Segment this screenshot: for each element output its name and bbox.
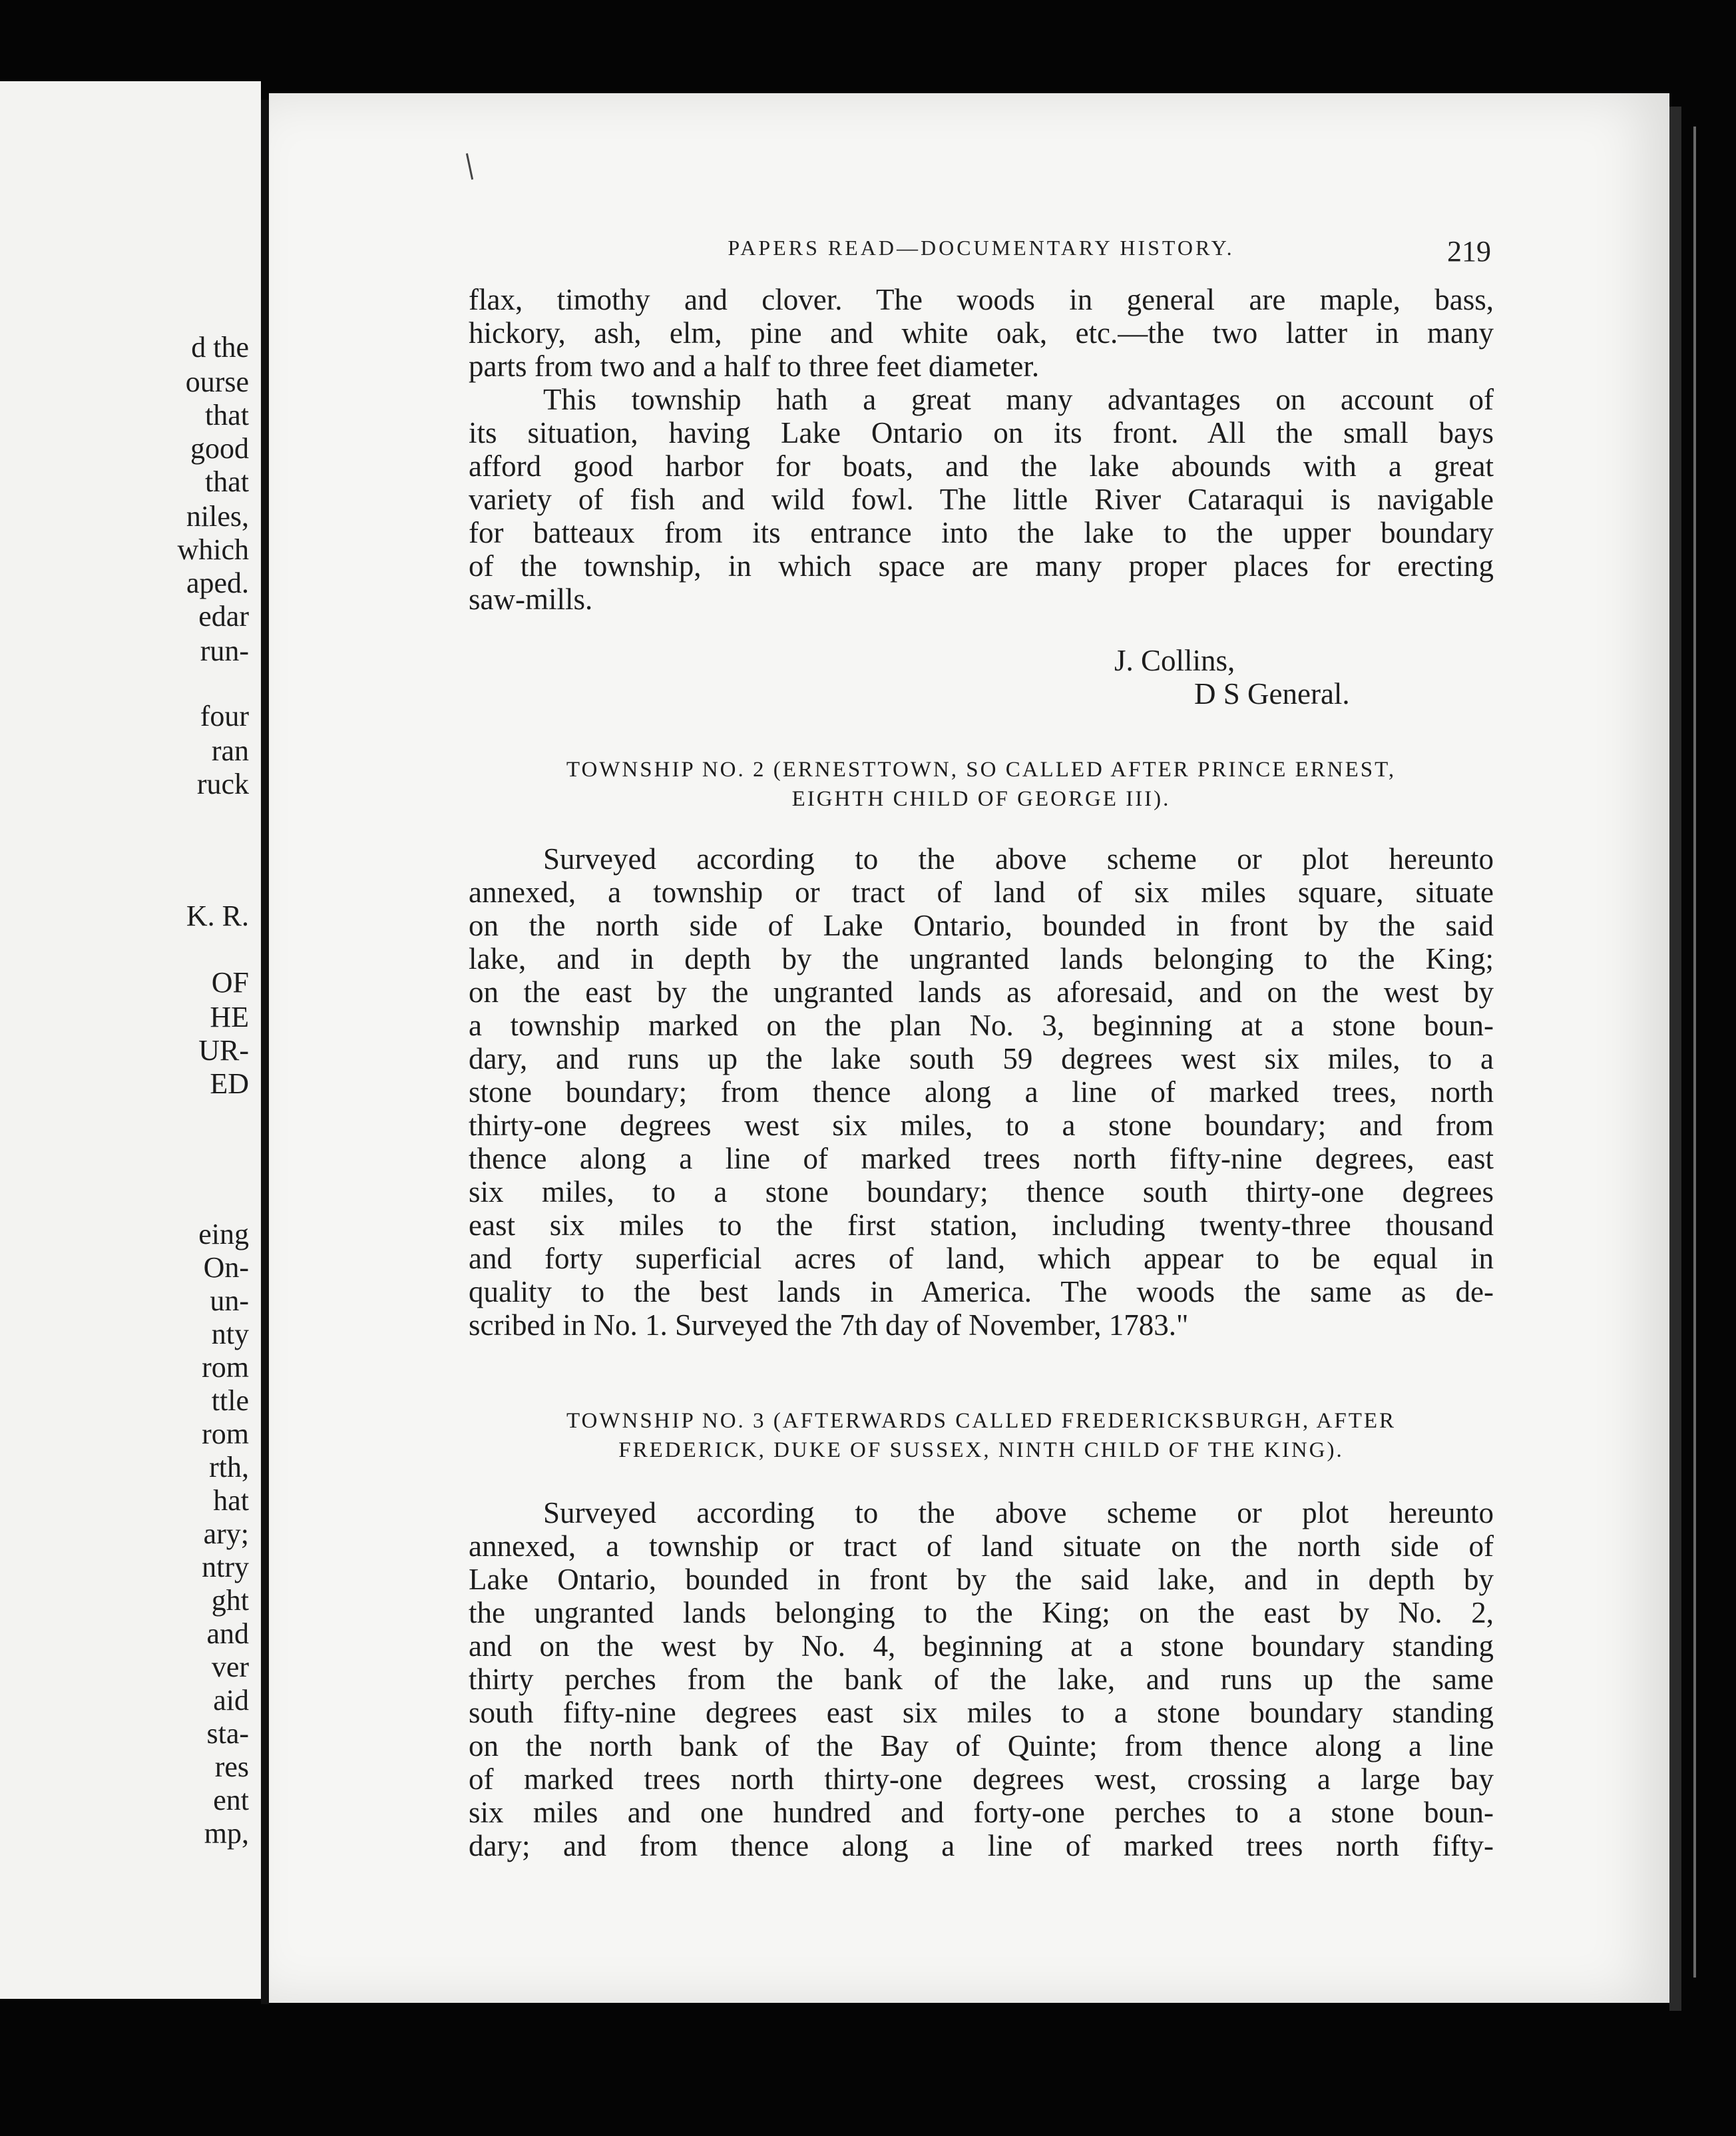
- paragraph-line: flax, timothy and clover. The woods in general are maple, bass,: [469, 283, 1494, 316]
- left-page-text-fragment: run-: [200, 635, 249, 667]
- paragraph-line: Surveyed according to the above scheme or plot hereunto: [543, 1496, 1494, 1529]
- page-number: 219: [1447, 235, 1491, 268]
- running-head: PAPERS READ—DOCUMENTARY HISTORY.: [728, 236, 1235, 260]
- signature-title: D S General.: [1194, 677, 1350, 710]
- paragraph-line: its situation, having Lake Ontario on its front. All the small bays: [469, 416, 1494, 449]
- left-page-text-fragment: that: [205, 465, 249, 498]
- margin-mark: [466, 153, 473, 180]
- left-page-text-fragment: four: [200, 700, 249, 732]
- left-page-text-fragment: ntry: [202, 1551, 249, 1583]
- paragraph-line: annexed, a township or tract of land situate on the north side of: [469, 1529, 1494, 1563]
- left-page-text-fragment: hat: [213, 1484, 249, 1517]
- signature-name: J. Collins,: [1114, 644, 1235, 677]
- paragraph-line: south fifty-nine degrees east six miles to a stone boundary standing: [469, 1696, 1494, 1729]
- left-page-text-fragment: rth,: [209, 1451, 249, 1483]
- paragraph-line: hickory, ash, elm, pine and white oak, etc.—the two latter in many: [469, 316, 1494, 350]
- section-heading: FREDERICK, DUKE OF SUSSEX, NINTH CHILD OF THE KING).: [618, 1438, 1344, 1462]
- left-page-text-fragment: aped.: [186, 567, 249, 599]
- paragraph-line: on the north bank of the Bay of Quinte; from thence along a line: [469, 1729, 1494, 1762]
- paragraph-line: variety of fish and wild fowl. The little River Cataraqui is navigable: [469, 483, 1494, 516]
- section-heading: EIGHTH CHILD OF GEORGE III).: [791, 787, 1171, 811]
- left-page-text-fragment: edar: [198, 600, 249, 633]
- left-page-text-fragment: On-: [203, 1251, 249, 1284]
- left-page-text-fragment: un-: [210, 1284, 249, 1317]
- paragraph-line: thence along a line of marked trees north fifty-nine degrees, east: [469, 1142, 1494, 1175]
- paragraph-line: on the north side of Lake Ontario, bounded in front by the said: [469, 909, 1494, 942]
- left-page-text-fragment: res: [214, 1750, 249, 1783]
- left-page-text-fragment: aid: [213, 1684, 249, 1717]
- paragraph-line: of the township, in which space are many proper places for erecting: [469, 549, 1494, 583]
- left-page-text-fragment: mp,: [204, 1817, 249, 1850]
- left-page-text-fragment: rom: [202, 1418, 249, 1450]
- left-page-text-fragment: good: [190, 432, 249, 465]
- section-heading: TOWNSHIP NO. 3 (AFTERWARDS CALLED FREDERICKSBURGH, AFTER: [566, 1409, 1397, 1433]
- paragraph-line: saw-mills.: [469, 583, 593, 616]
- paragraph-line: east six miles to the first station, including twenty-three thousand: [469, 1208, 1494, 1242]
- left-page-text-fragment: that: [205, 399, 249, 431]
- paragraph-line: on the east by the ungranted lands as aforesaid, and on the west by: [469, 975, 1494, 1009]
- left-page-text-fragment: eing: [198, 1218, 249, 1250]
- paragraph-line: a township marked on the plan No. 3, beginning at a stone boun-: [469, 1009, 1494, 1042]
- left-page-text-fragment: HE: [210, 1001, 249, 1033]
- left-page-text-fragment: ary;: [203, 1517, 249, 1550]
- paragraph-line: scribed in No. 1. Surveyed the 7th day of November, 1783.": [469, 1308, 1189, 1342]
- left-page-text-fragment: ran: [211, 734, 249, 767]
- left-page-text-fragment: sta-: [206, 1717, 249, 1750]
- paragraph-line: stone boundary; from thence along a line of marked trees, north: [469, 1075, 1494, 1109]
- paragraph-line: of marked trees north thirty-one degrees west, crossing a large bay: [469, 1762, 1494, 1796]
- paragraph-line: thirty perches from the bank of the lake, and runs up the same: [469, 1663, 1494, 1696]
- left-page-text-fragment: which: [177, 533, 249, 566]
- left-page-text-fragment: d the: [191, 331, 249, 364]
- left-page-text-fragment: ourse: [185, 366, 249, 398]
- paragraph-line: for batteaux from its entrance into the lake to the upper boundary: [469, 516, 1494, 549]
- left-page-text-fragment: ght: [211, 1584, 249, 1617]
- left-page-text-fragment: rom: [202, 1351, 249, 1384]
- paragraph-line: and forty superficial acres of land, which appear to be equal in: [469, 1242, 1494, 1275]
- paragraph-line: the ungranted lands belonging to the King; on the east by No. 2,: [469, 1596, 1494, 1629]
- paragraph-line: and on the west by No. 4, beginning at a stone boundary standing: [469, 1629, 1494, 1663]
- paragraph-line: six miles and one hundred and forty-one perches to a stone boun-: [469, 1796, 1494, 1829]
- paragraph-line: Lake Ontario, bounded in front by the said lake, and in depth by: [469, 1563, 1494, 1596]
- left-page-text-fragment: ent: [213, 1784, 249, 1816]
- left-page-fragment: [0, 81, 261, 1999]
- paragraph-line: annexed, a township or tract of land of six miles square, situate: [469, 876, 1494, 909]
- section-heading: TOWNSHIP NO. 2 (ERNESTTOWN, SO CALLED AFTER PRINCE ERNEST,: [566, 758, 1397, 782]
- left-page-text-fragment: ED: [210, 1067, 249, 1100]
- book-gutter: [261, 100, 269, 2004]
- paragraph-line: lake, and in depth by the ungranted lands belonging to the King;: [469, 942, 1494, 975]
- page-edge: [1669, 107, 1681, 2011]
- left-page-text-fragment: UR-: [198, 1034, 249, 1067]
- left-page-text-fragment: OF: [211, 966, 249, 999]
- paragraph-line: afford good harbor for boats, and the lake abounds with a great: [469, 449, 1494, 483]
- paragraph-line: dary, and runs up the lake south 59 degrees west six miles, to a: [469, 1042, 1494, 1075]
- left-page-text-fragment: niles,: [186, 500, 249, 533]
- left-page-text-fragment: ruck: [196, 768, 249, 800]
- left-page-text-fragment: nty: [211, 1318, 249, 1350]
- paragraph-line: quality to the best lands in America. The woods the same as de-: [469, 1275, 1494, 1308]
- paragraph-line: dary; and from thence along a line of marked trees north fifty-: [469, 1829, 1494, 1862]
- right-page: [269, 93, 1669, 2003]
- left-page-text-fragment: ttle: [211, 1384, 249, 1417]
- page-edge-line: [1693, 127, 1696, 1978]
- paragraph-line: This township hath a great many advantages on account of: [543, 383, 1494, 416]
- paragraph-line: Surveyed according to the above scheme or plot hereunto: [543, 842, 1494, 876]
- left-page-text-fragment: K. R.: [186, 900, 249, 932]
- left-page-text-fragment: and: [206, 1617, 249, 1650]
- left-page-text-fragment: ver: [211, 1651, 249, 1683]
- paragraph-line: thirty-one degrees west six miles, to a stone boundary; and from: [469, 1109, 1494, 1142]
- paragraph-line: parts from two and a half to three feet diameter.: [469, 350, 1040, 383]
- paragraph-line: six miles, to a stone boundary; thence south thirty-one degrees: [469, 1175, 1494, 1208]
